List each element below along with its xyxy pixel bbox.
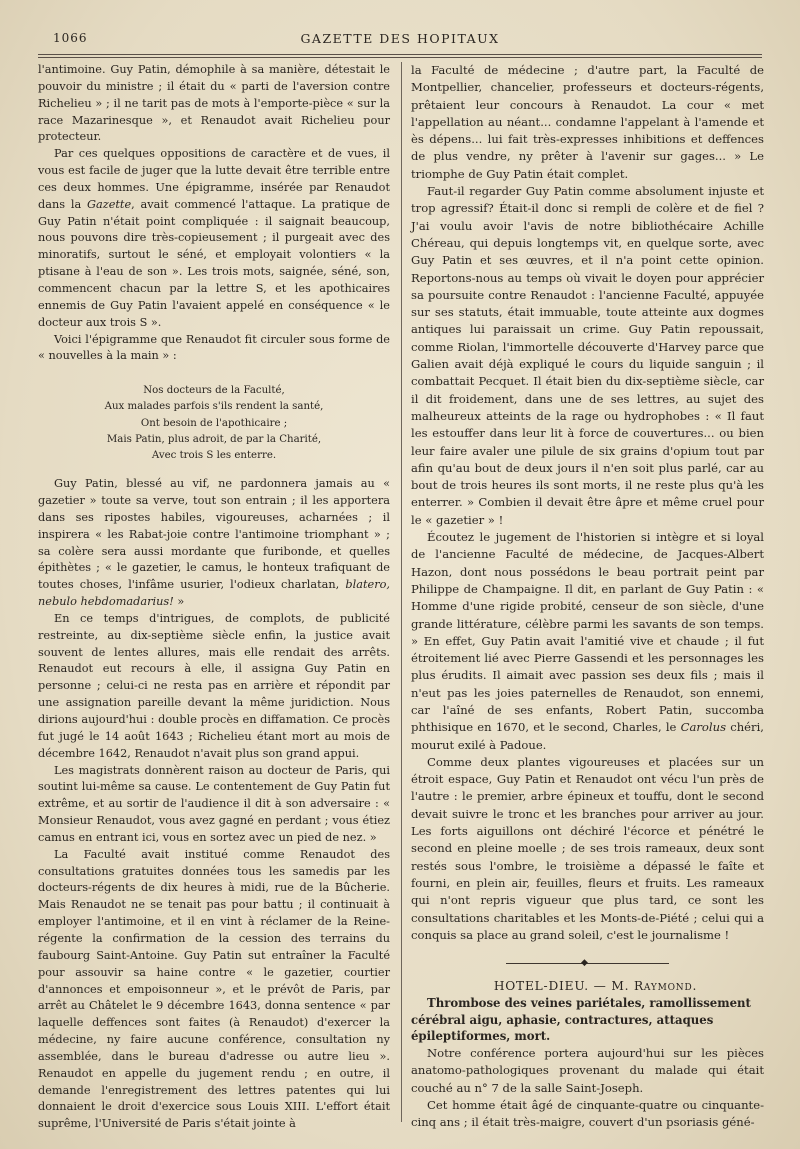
paragraph: [411, 529, 764, 754]
italic-run: Gazette: [86, 197, 132, 211]
text-run: Par ces quelques oppositions de caractère et de vues, il vous est facile de juger que la lutte devait être terrible entre ces deux hommes. Une épigramme, insérée par Renaudot dans la: [38, 147, 390, 211]
header-rule: [38, 54, 762, 55]
article-subheading: Thrombose des veines pariétales, ramollissement cérébral aigu, aphasie, contractures, attaques épileptiformes, mort.: [411, 996, 751, 1044]
small-caps-run: Raymond: [633, 979, 693, 994]
text-run: , avait commencé l'attaque. La pratique de Guy Patin n'était point compliquée : il saignait beaucoup, nous pouvons dire très-copieusement ; il purgeait avec des minoratifs, surtout le séné, et employait volontiers « la ptisane à l'eau de son ». Les trois mots, saignée, séné, son, commencent chacun par la lettre S, et les apothicaires ennemis de Guy Patin l'avaient appelé en conséquence « le docteur aux trois S ».: [38, 197, 390, 329]
column-divider: [401, 62, 402, 1122]
section-heading: [411, 978, 764, 995]
paragraph: Notre conférence portera aujourd'hui sur les pièces anatomo-pathologiques provenant du malade qui était couché au n° 7 de la salle Saint-Joseph.: [411, 1045, 764, 1095]
running-title: GAZETTE DES HOPITAUX: [300, 31, 500, 46]
paragraph: la Faculté de médecine ; d'autre part, la Faculté de Montpellier, chancelier, professeurs et docteurs-régents, prêtaient leur concours à Renaudot. La cour « met l'appellation au néant... condamne l'appelant à l'amende et ès dépens... lui fait très-expresses inhibitions et deffences de plus vendre, ny prêter à l'avenir sur gages... » Le triomphe de Guy Patin était complet.: [411, 63, 764, 181]
text-run: HOTEL-DIEU. — M.: [493, 979, 634, 994]
section-separator: [411, 944, 764, 978]
paragraph: l'antimoine. Guy Patin, démophile à sa manière, détestait le pouvoir du ministre ; il était du « parti de l'aversion contre Richelieu » ; il ne tarit pas de mots à l'emporte-pièce « sur la race Mazarinesque », et Renaudot avait Richelieu pour protecteur.: [38, 63, 390, 144]
paragraph: Comme deux plantes vigoureuses et placées sur un étroit espace, Guy Patin et Renaudot ont vécu l'un près de l'autre : le premier, arbre épineux et touffu, dont le second devait suivre le tronc et les branches pour arriver au jour. Les forts aiguillons ont déchiré l'écorce et pénétré le second en pleine moelle ; de ses trois rameaux, deux sont restés sous l'ombre, le troisième a dépassé le faîte et fourni, en plein air, feuilles, fleurs et fruits. Les rameaux qui n'ont repris vigueur que plus tard, ce sont les consultations charitables et les Monts-de-Piété ; celui qui a conquis sa place au grand soleil, c'est le journalisme !: [411, 754, 764, 942]
right-column: [411, 62, 764, 1131]
paragraph: Voici l'épigramme que Renaudot fit circuler sous forme de « nouvelles à la main » :: [38, 332, 390, 363]
page-header: [0, 28, 800, 52]
paragraph: Faut-il regarder Guy Patin comme absolument injuste et trop agressif? Était-il donc si rempli de colère et de fiel ? J'ai voulu avoir l'avis de notre bibliothécaire Achille Chéreau, qui depuis longtemps vit, en quelque sorte, avec Guy Patin et ses œuvres, et il n'a point cette opinion. Reportons-nous au temps où vivait le doyen pour apprécier sa poursuite contre Renaudot : l'ancienne Faculté, appuyée sur ses statuts, était immuable, toute atteinte aux dogmes antiques lui paraissait un crime. Guy Patin repoussait, comme Riolan, l'immortelle découverte d'Harvey parce que Galien avait déjà expliqué le cours du liquide sanguin ; il combattait Pecquet. Il était bien du dix-septième siècle, car il dit froidement, dans une de ses lettres, au sujet des malheureux atteints de la rage ou hydrophobes : « Il faut les estouffer dans leur lit à force de couvertures... ou bien leur faire avaler une pilule de six grains d'opium tout par afin qu'au bout de deux jours il n'en soit plus parlé, car au bout de trois heures ils sont morts, il ne reste plus qu'à les enterrer. » Combien il devait être âpre et même cruel pour le « gazetier » !: [411, 184, 764, 527]
poem-line: Ont besoin de l'apothicaire ;: [140, 417, 288, 429]
paragraph: [38, 146, 390, 331]
poem-line: Aux malades parfois s'ils rendent la santé,: [104, 401, 324, 413]
paragraph: [38, 476, 390, 611]
italic-run: blatero, nebulo hebdomadarius!: [38, 578, 390, 609]
poem-line: Mais Patin, plus adroit, de par la Charité,: [106, 433, 322, 445]
poem-line: Avec trois S les enterre.: [151, 450, 277, 461]
paragraph: La Faculté avait institué comme Renaudot des consultations gratuites données tous les samedis par les docteurs-régents de dix heures à midi, rue de la Bûcherie. Mais Renaudot ne se tenait pas pour battu ; il continuait à employer l'antimoine, et il en vint à réclamer de la Reine-régente la confirmation de la cession des terrains du faubourg Saint-Antoine. Guy Patin sut entraîner la Faculté pour assouvir sa haine contre « le gazetier, courtier d'annonces et empoisonneur », et le prévôt de Paris, par arrêt au Châtelet le 9 décembre 1643, donna sentence « par laquelle deffences sont faites (à Renaudot) d'exercer la médecine, ny faire aucune conférence, consultation ny assemblée, dans le bureau d'adresse ou autre lieu ». Renaudot en appelle du jugement rendu ; en outre, il demande l'enregistrement des lettres patentes qui lui donnaient le droit d'exercice sous Louis XIII. L'effort était suprême, l'Université de Paris s'était jointe à: [38, 847, 390, 1131]
text-run: .: [692, 979, 698, 994]
page-number: 1066: [53, 31, 88, 45]
separator-ornament: ◆: [581, 958, 588, 969]
epigram-poem: [38, 383, 390, 464]
paragraph: Les magistrats donnèrent raison au docteur de Paris, qui soutint lui-même sa cause. Le contentement de Guy Patin fut extrême, et au sortir de l'audience il dit à son adversaire : « Monsieur Renaudot, vous avez gagné en perdant ; vous étiez camus en entrant ici, vous en sortez avec un pied de nez. »: [38, 763, 390, 844]
text-run: Guy Patin, blessé au vif, ne pardonnera jamais au « gazetier » toute sa verve, tout son entrain ; il les apportera dans ses ripostes habiles, vigoureuses, acharnées ; il inspirera « les Rabat-joie contre l'antimoine triomphant » ; sa colère sera aussi mordante que furibonde, et quelles épithètes ; « le gazetier, le camus, le honteux trafiquant de toutes choses, l'infâme usurier, l'odieux charlatan,: [38, 477, 390, 592]
poem-line: Nos docteurs de la Faculté,: [143, 385, 285, 397]
paragraph: Cet homme était âgé de cinquante-quatre ou cinquante-cinq ans ; il était très-maigre, couvert d'un psoriasis géné-: [411, 1097, 764, 1130]
paragraph: En ce temps d'intrigues, de complots, de publicité restreinte, au dix-septième siècle enfin, la justice avait souvent de lentes allures, mais elle rendait des arrêts. Renaudot eut recours à elle, il assigna Guy Patin en personne ; celui-ci ne resta pas en arrière et répondit par une assignation pareille devant la même juridiction. Nous dirions aujourd'hui : double procès en diffamation. Ce procès fut jugé le 14 août 1643 ; Richelieu étant mort au mois de décembre 1642, Renaudot n'avait plus son grand appui.: [38, 611, 390, 760]
header-rule: [38, 57, 762, 58]
text-run: »: [173, 595, 185, 609]
left-column: [38, 62, 390, 1133]
text-run: Écoutez le jugement de l'historien si intègre et si loyal de l'ancienne Faculté de médecine, de Jacques-Albert Hazon, dont nous possédons le beau portrait peint par Philippe de Champaigne. Il dit, en parlant de Guy Patin : « Homme d'une rigide probité, censeur de son siècle, d'une grande littérature, célèbre parmi les savants de son temps. » En effet, Guy Patin avait l'amitié vive et chaude ; il fut étroitement lié avec Pierre Gassendi et les personnages les plus érudits. Il aimait avec passion ses deux fils ; mais il n'eut pas les joies paternelles de Renaudot, son ennemi, car l'aîné de ses enfants, Robert Patin, succomba phthisique en 1670, et le second, Charles, le: [411, 530, 764, 735]
text-run: chéri, mourut exilé à Padoue.: [411, 720, 764, 752]
italic-run: Carolus: [680, 720, 727, 735]
